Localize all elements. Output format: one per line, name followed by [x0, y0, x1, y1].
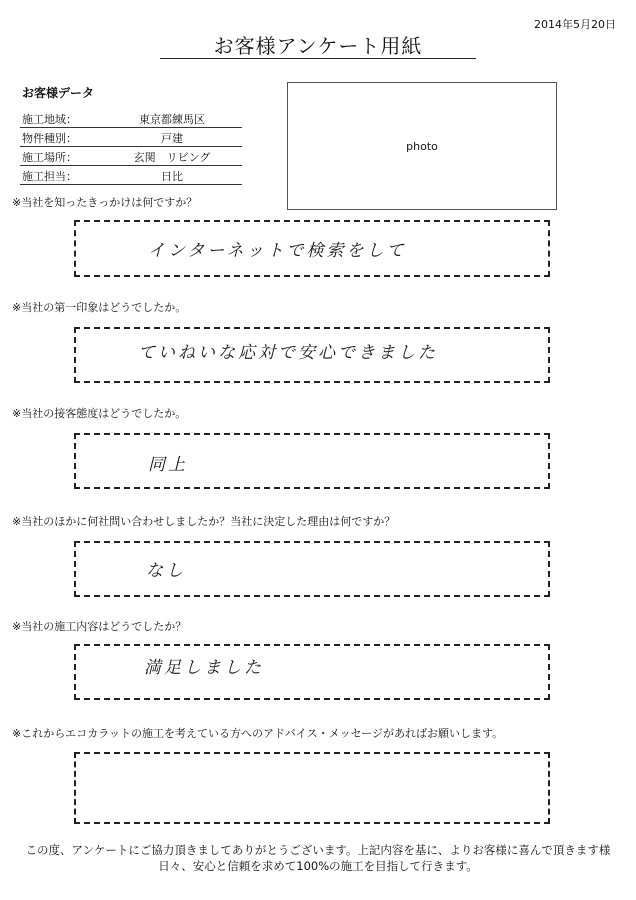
answer-2: ていねいな応対で安心できました	[138, 343, 438, 363]
answer-3: 同上	[148, 455, 188, 475]
title-underline	[160, 58, 476, 59]
customer-row-property-type	[20, 128, 242, 147]
row-label: 施工地域：	[22, 113, 77, 126]
customer-info-table	[20, 109, 242, 185]
question-3: ※当社の接客態度はどうでしたか。	[12, 407, 187, 420]
row-value: 玄関 リビング	[133, 151, 211, 164]
row-value: 戸建	[161, 132, 183, 145]
row-label: 施工担当：	[22, 170, 77, 183]
footer-line-1: この度、アンケートにご協力頂きましてありがとうございます。上記内容を基に、よりお客様に喜んで頂きます様	[25, 843, 611, 857]
date: 2014年5月20日	[534, 18, 616, 31]
question-6: ※これからエコカラットの施工を考えている方へのアドバイス・メッセージがあればお願いします。	[12, 727, 504, 740]
answer-4: なし	[146, 561, 186, 581]
row-label: 施工場所：	[22, 151, 77, 164]
page-title: お客様アンケート用紙	[213, 34, 423, 58]
row-label: 物件種別：	[22, 132, 77, 145]
answer-box-6	[74, 752, 550, 824]
footer-line-2: 日々、安心と信頼を求めて100%の施工を目指して行きます。	[158, 859, 478, 873]
row-value: 日比	[161, 170, 183, 183]
row-value: 東京都練馬区	[139, 113, 205, 126]
question-5: ※当社の施工内容はどうでしたか？	[12, 620, 187, 633]
answer-box-3	[74, 433, 550, 489]
photo-label: photo	[406, 139, 438, 153]
customer-section-label: お客様データ	[22, 86, 95, 100]
customer-row-area	[20, 109, 242, 128]
question-1: ※当社を知ったきっかけは何ですか？	[12, 196, 198, 209]
question-4: ※当社のほかに何社問い合わせしましたか？当社に決定した理由は何ですか？	[12, 515, 396, 528]
question-2: ※当社の第一印象はどうでしたか。	[12, 301, 187, 314]
footer-message	[0, 842, 636, 874]
answer-5: 満足しました	[144, 658, 264, 678]
customer-row-location	[20, 147, 242, 166]
answer-1: インターネットで検索をして	[148, 241, 407, 261]
customer-row-staff	[20, 166, 242, 185]
photo-box	[287, 82, 557, 210]
